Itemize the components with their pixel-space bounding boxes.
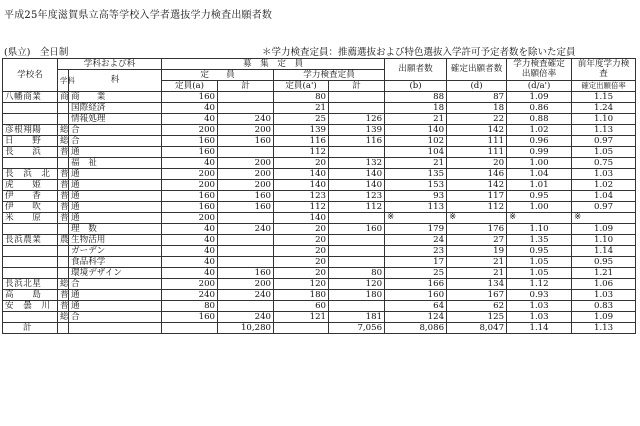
ratio-cell: 1.03 xyxy=(507,301,572,312)
applicants-cell: 166 xyxy=(385,279,447,290)
applicants-cell: 17 xyxy=(385,257,447,268)
teiin-a2-cell: 20 xyxy=(274,246,329,257)
header-ka: 科 xyxy=(69,70,162,92)
school-cell xyxy=(3,246,58,257)
teiin-a2-cell: 140 xyxy=(274,180,329,191)
gakka-cell xyxy=(58,257,69,268)
gakka-cell xyxy=(58,103,69,114)
total-kei1: 10,280 xyxy=(218,323,274,334)
school-cell xyxy=(3,103,58,114)
kei2-cell xyxy=(329,92,385,103)
subtitle-scope: (県立) 全日制 xyxy=(4,47,69,58)
ratio-cell: 1.05 xyxy=(507,268,572,279)
confirmed-cell: 125 xyxy=(447,312,507,323)
kei2-cell: 112 xyxy=(329,202,385,213)
prev-cell: ※ xyxy=(572,213,636,224)
header-applicants-b: (b) xyxy=(385,81,447,92)
ka-cell: 通 xyxy=(69,180,162,191)
teiin-a2-cell: 20 xyxy=(274,158,329,169)
ka-cell: 合 xyxy=(69,279,162,290)
table-row xyxy=(3,158,636,169)
kei1-cell: 200 xyxy=(218,158,274,169)
confirmed-cell: 19 xyxy=(447,246,507,257)
total-kei2: 7,056 xyxy=(329,323,385,334)
kei2-cell xyxy=(329,246,385,257)
kei2-cell: 140 xyxy=(329,180,385,191)
total-label: 計 xyxy=(3,323,58,334)
kei2-cell: 181 xyxy=(329,312,385,323)
gakka-cell: 普 xyxy=(58,180,69,191)
teiin-a2-cell: 116 xyxy=(274,136,329,147)
teiin-a2-cell: 140 xyxy=(274,169,329,180)
applicants-cell: 64 xyxy=(385,301,447,312)
prev-cell: 0.97 xyxy=(572,136,636,147)
prev-cell: 1.09 xyxy=(572,224,636,235)
confirmed-cell: 18 xyxy=(447,103,507,114)
applicants-cell: 88 xyxy=(385,92,447,103)
confirmed-cell: 134 xyxy=(447,279,507,290)
kei2-cell: 139 xyxy=(329,125,385,136)
ratio-cell: 1.00 xyxy=(507,158,572,169)
prev-cell: 1.02 xyxy=(572,180,636,191)
gakka-cell: 総 xyxy=(58,312,69,323)
kei1-cell xyxy=(218,246,274,257)
teiin-a-cell: 80 xyxy=(162,301,218,312)
ratio-cell: 1.04 xyxy=(507,169,572,180)
ka-cell: 国際経済 xyxy=(69,103,162,114)
applicants-cell: 124 xyxy=(385,312,447,323)
prev-cell: 1.05 xyxy=(572,147,636,158)
table-row xyxy=(3,147,636,158)
kei2-cell: 116 xyxy=(329,136,385,147)
kei2-cell xyxy=(329,103,385,114)
gakka-cell: 農 xyxy=(58,235,69,246)
kei2-cell xyxy=(329,213,385,224)
table-row xyxy=(3,213,636,224)
school-cell: 長 浜 北 xyxy=(3,169,58,180)
teiin-a-cell: 240 xyxy=(162,290,218,301)
teiin-a2-cell: 80 xyxy=(274,92,329,103)
prev-cell: 1.04 xyxy=(572,191,636,202)
kei1-cell: 200 xyxy=(218,169,274,180)
kei2-cell: 123 xyxy=(329,191,385,202)
teiin-a-cell: 160 xyxy=(162,312,218,323)
ka-cell: 環境デザイン xyxy=(69,268,162,279)
kei1-cell xyxy=(218,147,274,158)
header-prev-sub: 確定出願倍率 xyxy=(572,81,636,92)
ratio-cell: 1.10 xyxy=(507,224,572,235)
confirmed-cell: 112 xyxy=(447,202,507,213)
applicants-cell: 160 xyxy=(385,290,447,301)
applicants-cell: 113 xyxy=(385,202,447,213)
confirmed-cell: 21 xyxy=(447,268,507,279)
kei1-cell xyxy=(218,92,274,103)
prev-cell: 1.10 xyxy=(572,235,636,246)
kei1-cell xyxy=(218,103,274,114)
table-row xyxy=(3,103,636,114)
ka-cell: 通 xyxy=(69,191,162,202)
teiin-a-cell: 160 xyxy=(162,147,218,158)
ratio-cell: 1.02 xyxy=(507,125,572,136)
total-blank-a xyxy=(162,323,218,334)
header-school: 学校名 xyxy=(3,59,58,92)
confirmed-cell: 27 xyxy=(447,235,507,246)
kei2-cell xyxy=(329,235,385,246)
kei2-cell: 80 xyxy=(329,268,385,279)
gakka-cell: 普 xyxy=(58,191,69,202)
kei1-cell xyxy=(218,301,274,312)
confirmed-cell: 111 xyxy=(447,136,507,147)
school-cell: 高 島 xyxy=(3,290,58,301)
teiin-a2-cell: 25 xyxy=(274,114,329,125)
prev-cell: 1.21 xyxy=(572,268,636,279)
kei2-cell: 140 xyxy=(329,169,385,180)
kei2-cell: 126 xyxy=(329,114,385,125)
kei1-cell xyxy=(218,213,274,224)
school-cell: 日 野 xyxy=(3,136,58,147)
table-row xyxy=(3,224,636,235)
prev-cell: 1.06 xyxy=(572,279,636,290)
kei1-cell: 240 xyxy=(218,290,274,301)
applicants-cell: 104 xyxy=(385,147,447,158)
gakka-cell: 普 xyxy=(58,169,69,180)
applicants-cell: 23 xyxy=(385,246,447,257)
header-gakuryoku-teiin: 学力検査定員 xyxy=(274,70,385,81)
header-course-group: 学科および科 xyxy=(58,59,162,70)
teiin-a-cell: 40 xyxy=(162,158,218,169)
school-cell: 安 曇 川 xyxy=(3,301,58,312)
confirmed-cell: 111 xyxy=(447,147,507,158)
confirmed-cell: ※ xyxy=(447,213,507,224)
applicants-cell: 21 xyxy=(385,114,447,125)
ka-cell: 通 xyxy=(69,301,162,312)
teiin-a-cell: 160 xyxy=(162,202,218,213)
kei2-cell: 120 xyxy=(329,279,385,290)
confirmed-cell: 62 xyxy=(447,301,507,312)
teiin-a-cell: 40 xyxy=(162,114,218,125)
applicants-cell: 24 xyxy=(385,235,447,246)
teiin-a2-cell: 60 xyxy=(274,301,329,312)
prev-cell: 1.10 xyxy=(572,114,636,125)
applicants-cell: 135 xyxy=(385,169,447,180)
applicants-cell: 18 xyxy=(385,103,447,114)
ratio-cell: 0.95 xyxy=(507,246,572,257)
school-cell: 伊 吹 xyxy=(3,202,58,213)
total-ratio: 1.14 xyxy=(507,323,572,334)
table-row xyxy=(3,92,636,103)
table-row xyxy=(3,312,636,323)
school-cell xyxy=(3,114,58,125)
school-cell xyxy=(3,224,58,235)
teiin-a-cell: 200 xyxy=(162,180,218,191)
kei1-cell: 160 xyxy=(218,268,274,279)
school-cell: 長浜農業 xyxy=(3,235,58,246)
ka-cell: 通 xyxy=(69,213,162,224)
applicants-cell: 93 xyxy=(385,191,447,202)
kei2-cell: 160 xyxy=(329,224,385,235)
teiin-a-cell: 160 xyxy=(162,191,218,202)
confirmed-cell: 21 xyxy=(447,257,507,268)
ka-cell: 理 数 xyxy=(69,224,162,235)
header-teiin: 定 員 xyxy=(162,70,274,81)
ratio-cell: 1.05 xyxy=(507,257,572,268)
prev-cell: 1.15 xyxy=(572,92,636,103)
prev-cell: 1.14 xyxy=(572,246,636,257)
header-kei1: 計 xyxy=(218,81,274,92)
gakka-cell: 普 xyxy=(58,290,69,301)
total-confirmed: 8,047 xyxy=(447,323,507,334)
gakka-cell: 総 xyxy=(58,125,69,136)
ka-cell: 福 祉 xyxy=(69,158,162,169)
table-row xyxy=(3,279,636,290)
gakka-cell: 総 xyxy=(58,279,69,290)
confirmed-cell: 142 xyxy=(447,180,507,191)
teiin-a-cell: 200 xyxy=(162,169,218,180)
header-gakka: 学科 xyxy=(58,70,69,92)
kei1-cell: 160 xyxy=(218,191,274,202)
confirmed-cell: 20 xyxy=(447,158,507,169)
confirmed-cell: 22 xyxy=(447,114,507,125)
teiin-a-cell: 160 xyxy=(162,136,218,147)
school-cell xyxy=(3,312,58,323)
header-ratio: 学力検査確定出願倍率 xyxy=(507,59,572,81)
ratio-cell: 0.86 xyxy=(507,103,572,114)
table-row xyxy=(3,180,636,191)
applicants-cell: 25 xyxy=(385,268,447,279)
teiin-a2-cell: 20 xyxy=(274,268,329,279)
teiin-a2-cell: 112 xyxy=(274,147,329,158)
prev-cell: 1.03 xyxy=(572,169,636,180)
applicants-cell: 21 xyxy=(385,158,447,169)
table-row xyxy=(3,202,636,213)
ka-cell: 合 xyxy=(69,125,162,136)
kei2-cell: 132 xyxy=(329,158,385,169)
school-cell: 虎 姫 xyxy=(3,180,58,191)
table-row xyxy=(3,268,636,279)
total-blank-ka xyxy=(69,323,162,334)
ratio-cell: 0.96 xyxy=(507,136,572,147)
school-cell xyxy=(3,268,58,279)
teiin-a-cell: 40 xyxy=(162,235,218,246)
ka-cell: 通 xyxy=(69,202,162,213)
header-prev: 前年度学力検査 xyxy=(572,59,636,81)
teiin-a2-cell: 121 xyxy=(274,312,329,323)
applicants-cell: 140 xyxy=(385,125,447,136)
teiin-a2-cell: 20 xyxy=(274,235,329,246)
teiin-a-cell: 40 xyxy=(162,268,218,279)
kei1-cell: 200 xyxy=(218,125,274,136)
applicants-cell: ※ xyxy=(385,213,447,224)
kei1-cell: 200 xyxy=(218,279,274,290)
ratio-cell: 1.01 xyxy=(507,180,572,191)
teiin-a-cell: 200 xyxy=(162,125,218,136)
header-ratio-d: (d/a') xyxy=(507,81,572,92)
table-row xyxy=(3,136,636,147)
school-cell xyxy=(3,257,58,268)
prev-cell: 0.75 xyxy=(572,158,636,169)
ratio-cell: 0.88 xyxy=(507,114,572,125)
prev-cell: 0.97 xyxy=(572,202,636,213)
confirmed-cell: 167 xyxy=(447,290,507,301)
prev-cell: 1.09 xyxy=(572,312,636,323)
ka-cell: 通 xyxy=(69,290,162,301)
total-prev: 1.13 xyxy=(572,323,636,334)
ratio-cell: 1.12 xyxy=(507,279,572,290)
ka-cell: 通 xyxy=(69,147,162,158)
teiin-a-cell: 40 xyxy=(162,246,218,257)
table-row xyxy=(3,290,636,301)
gakka-cell xyxy=(58,158,69,169)
gakka-cell: 商 xyxy=(58,92,69,103)
ratio-cell: ※ xyxy=(507,213,572,224)
confirmed-cell: 117 xyxy=(447,191,507,202)
kei1-cell xyxy=(218,235,274,246)
ka-cell: 通 xyxy=(69,169,162,180)
ka-cell: 食品科学 xyxy=(69,257,162,268)
table-row xyxy=(3,246,636,257)
teiin-a-cell: 40 xyxy=(162,257,218,268)
prev-cell: 0.95 xyxy=(572,257,636,268)
header-confirmed: 確定出願者数 xyxy=(447,59,507,81)
teiin-a-cell: 40 xyxy=(162,103,218,114)
header-teiin-a: 定員(a) xyxy=(162,81,218,92)
table-row xyxy=(3,301,636,312)
gakka-cell xyxy=(58,246,69,257)
prev-cell: 1.13 xyxy=(572,125,636,136)
total-blank-gakka xyxy=(58,323,69,334)
gakka-cell: 普 xyxy=(58,147,69,158)
ratio-cell: 0.95 xyxy=(507,191,572,202)
kei1-cell: 160 xyxy=(218,202,274,213)
gakka-cell: 普 xyxy=(58,202,69,213)
applicants-cell: 179 xyxy=(385,224,447,235)
prev-cell: 1.03 xyxy=(572,290,636,301)
header-applicants: 出願者数 xyxy=(385,59,447,81)
teiin-a2-cell: 120 xyxy=(274,279,329,290)
total-applicants: 8,086 xyxy=(385,323,447,334)
header-recruit: 募 集 定 員 xyxy=(162,59,385,70)
ratio-cell: 1.09 xyxy=(507,92,572,103)
teiin-a2-cell: 20 xyxy=(274,257,329,268)
school-cell: 八幡商業 xyxy=(3,92,58,103)
kei2-cell: 180 xyxy=(329,290,385,301)
confirmed-cell: 146 xyxy=(447,169,507,180)
gakka-cell xyxy=(58,268,69,279)
ratio-cell: 1.03 xyxy=(507,312,572,323)
teiin-a-cell: 200 xyxy=(162,279,218,290)
header-confirmed-d: (d) xyxy=(447,81,507,92)
ratio-cell: 0.93 xyxy=(507,290,572,301)
document-title: 平成25年度滋賀県立高等学校入学者選抜学力検査出願者数 xyxy=(4,10,273,21)
confirmed-cell: 142 xyxy=(447,125,507,136)
teiin-a2-cell: 123 xyxy=(274,191,329,202)
school-cell: 長浜北星 xyxy=(3,279,58,290)
header-kei2: 計 xyxy=(329,81,385,92)
teiin-a2-cell: 20 xyxy=(274,224,329,235)
kei1-cell: 240 xyxy=(218,312,274,323)
ka-cell: 合 xyxy=(69,312,162,323)
ka-cell: ガーデン xyxy=(69,246,162,257)
teiin-a-cell: 160 xyxy=(162,92,218,103)
total-row xyxy=(3,323,636,334)
subtitle-note: ＊学力検査定員：推薦選抜および特色選抜入学許可予定者数を除いた定員 xyxy=(262,47,576,58)
table-row xyxy=(3,114,636,125)
kei1-cell xyxy=(218,257,274,268)
header-teiin-a2: 定員(a') xyxy=(274,81,329,92)
school-cell: 長 浜 xyxy=(3,147,58,158)
gakka-cell xyxy=(58,114,69,125)
school-cell: 彦根翔陽 xyxy=(3,125,58,136)
table-row xyxy=(3,235,636,246)
teiin-a2-cell: 112 xyxy=(274,202,329,213)
applicants-cell: 153 xyxy=(385,180,447,191)
applicants-cell: 102 xyxy=(385,136,447,147)
ratio-cell: 1.35 xyxy=(507,235,572,246)
teiin-a-cell: 200 xyxy=(162,213,218,224)
teiin-a2-cell: 139 xyxy=(274,125,329,136)
gakka-cell: 総 xyxy=(58,136,69,147)
teiin-a2-cell: 180 xyxy=(274,290,329,301)
ka-cell: 商 業 xyxy=(69,92,162,103)
kei1-cell: 240 xyxy=(218,224,274,235)
kei1-cell: 240 xyxy=(218,114,274,125)
kei2-cell xyxy=(329,147,385,158)
ka-cell: 情報処理 xyxy=(69,114,162,125)
table-row xyxy=(3,169,636,180)
ratio-cell: 1.00 xyxy=(507,202,572,213)
applicants-table xyxy=(2,58,636,334)
teiin-a2-cell: 140 xyxy=(274,213,329,224)
school-cell: 伊 香 xyxy=(3,191,58,202)
ka-cell: 合 xyxy=(69,136,162,147)
gakka-cell xyxy=(58,224,69,235)
school-cell: 米 原 xyxy=(3,213,58,224)
table-row xyxy=(3,125,636,136)
teiin-a2-cell: 21 xyxy=(274,103,329,114)
gakka-cell: 普 xyxy=(58,301,69,312)
school-cell xyxy=(3,158,58,169)
confirmed-cell: 176 xyxy=(447,224,507,235)
ratio-cell: 0.99 xyxy=(507,147,572,158)
confirmed-cell: 87 xyxy=(447,92,507,103)
teiin-a-cell: 40 xyxy=(162,224,218,235)
prev-cell: 0.83 xyxy=(572,301,636,312)
kei1-cell: 200 xyxy=(218,180,274,191)
kei2-cell xyxy=(329,257,385,268)
ka-cell: 生物活用 xyxy=(69,235,162,246)
prev-cell: 1.24 xyxy=(572,103,636,114)
kei1-cell: 160 xyxy=(218,136,274,147)
table-row xyxy=(3,257,636,268)
table-row xyxy=(3,191,636,202)
total-blank-a2 xyxy=(274,323,329,334)
kei2-cell xyxy=(329,301,385,312)
gakka-cell: 普 xyxy=(58,213,69,224)
